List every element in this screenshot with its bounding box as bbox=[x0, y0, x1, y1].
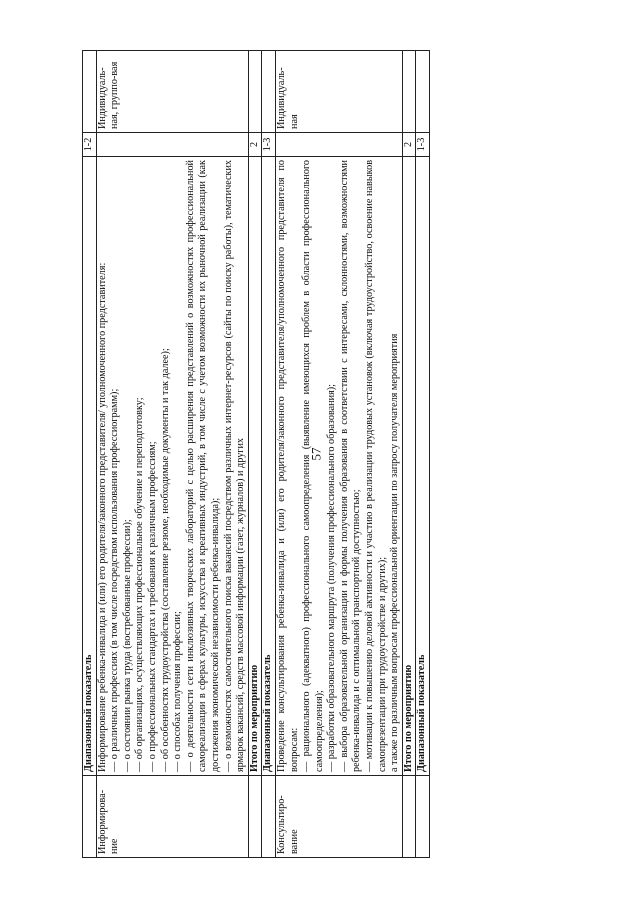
table-row bbox=[275, 51, 402, 858]
total-label: Итого по мероприятию bbox=[402, 157, 416, 776]
range-label: Диапазонный показатель bbox=[416, 157, 430, 776]
table-row bbox=[96, 51, 248, 858]
activity-title: Консультиро-вание bbox=[275, 776, 402, 858]
page-number: 57 bbox=[308, 447, 324, 461]
table-row bbox=[248, 51, 262, 858]
range-label: Диапазонный показатель bbox=[262, 157, 276, 776]
table-row bbox=[416, 51, 430, 858]
list-item: а также по различным вопросам профессиональной ориентации по запросу получателя мероприятия bbox=[389, 333, 401, 772]
list-item: — об организациях, осуществляющих профессиональное обучение и переподготовку; bbox=[134, 397, 146, 772]
list-item: — выбора образовательной организации и формы получения образования в соответствии с интересами, склонностями, возможностями ребенка-инвалида и с оптимальной транспортной доступностью; bbox=[338, 160, 363, 772]
list-item: — мотивации к повышению деловой активности и участию в реализации трудовых установок (включая трудоустройство, освоение навыков самопрезентации при трудоустройстве и других); bbox=[364, 160, 388, 772]
list-item: — о различных профессиях (в том числе посредством использования профессиограмм); bbox=[109, 388, 121, 772]
list-item: — о состоянии рынка труда (востребованные профессии); bbox=[121, 519, 133, 772]
range-value: 1-2 bbox=[83, 133, 97, 157]
list-item: — о возможностях самостоятельного поиска вакансий посредством различных интернет-ресурсов (сайты по поиску работы), тематических ярмарок вакансий, средств массовой информации (газет, журналов) и других bbox=[222, 160, 247, 772]
activity-form: Индивидуаль-ная, группо-вая bbox=[96, 51, 248, 133]
activity-title: Информирова-ние bbox=[96, 776, 248, 858]
table-row bbox=[262, 51, 276, 858]
list-item: — о деятельности сети инклюзивных творческих лабораторий с целью расширения представлений о возможностях профессиональной самореализации в сферах культуры, искусства и креативных индустрий, в том числе с учетом возможности их рыночной реализации (как достижения экономической независимости ребенка-инвалида); bbox=[184, 160, 221, 772]
activity-intro: Информирование ребенка-инвалида и (или) его родителя/законного представителя/ уполномоченного представителя: bbox=[96, 262, 108, 772]
list-item: — рационального (адекватного) профессионального самоопределения (выявление имеющихся проблем в области профессионального самоопределения); bbox=[301, 160, 325, 772]
activity-description bbox=[96, 157, 248, 776]
list-item: — разработки образовательного маршрута (получения профессионального образования); bbox=[326, 384, 338, 772]
table-row bbox=[83, 51, 97, 858]
total-value: 2 bbox=[248, 133, 262, 157]
activity-intro: Проведение консультирования ребенка-инвалида и (или) его родителя/законного представителя/уполномоченного представителя по вопросам: bbox=[275, 160, 300, 772]
range-value: 1-3 bbox=[262, 133, 276, 157]
list-item: — о способах получения профессии; bbox=[172, 611, 184, 772]
list-item: — об особенностях трудоустройства (составление резюме, необходимые документы и так далее); bbox=[159, 348, 171, 772]
activities-table bbox=[82, 50, 430, 858]
total-label: Итого по мероприятию bbox=[248, 157, 262, 776]
range-label: Диапазонный показатель bbox=[83, 157, 97, 776]
activity-description bbox=[275, 157, 402, 776]
total-value: 2 bbox=[402, 133, 416, 157]
rotated-table-container bbox=[82, 50, 558, 858]
activity-form: Индивидуаль-ная bbox=[275, 51, 402, 133]
table-row bbox=[402, 51, 416, 858]
list-item: — о профессиональных стандартах и требования к различным профессиям; bbox=[146, 441, 158, 772]
range-value: 1-3 bbox=[416, 133, 430, 157]
